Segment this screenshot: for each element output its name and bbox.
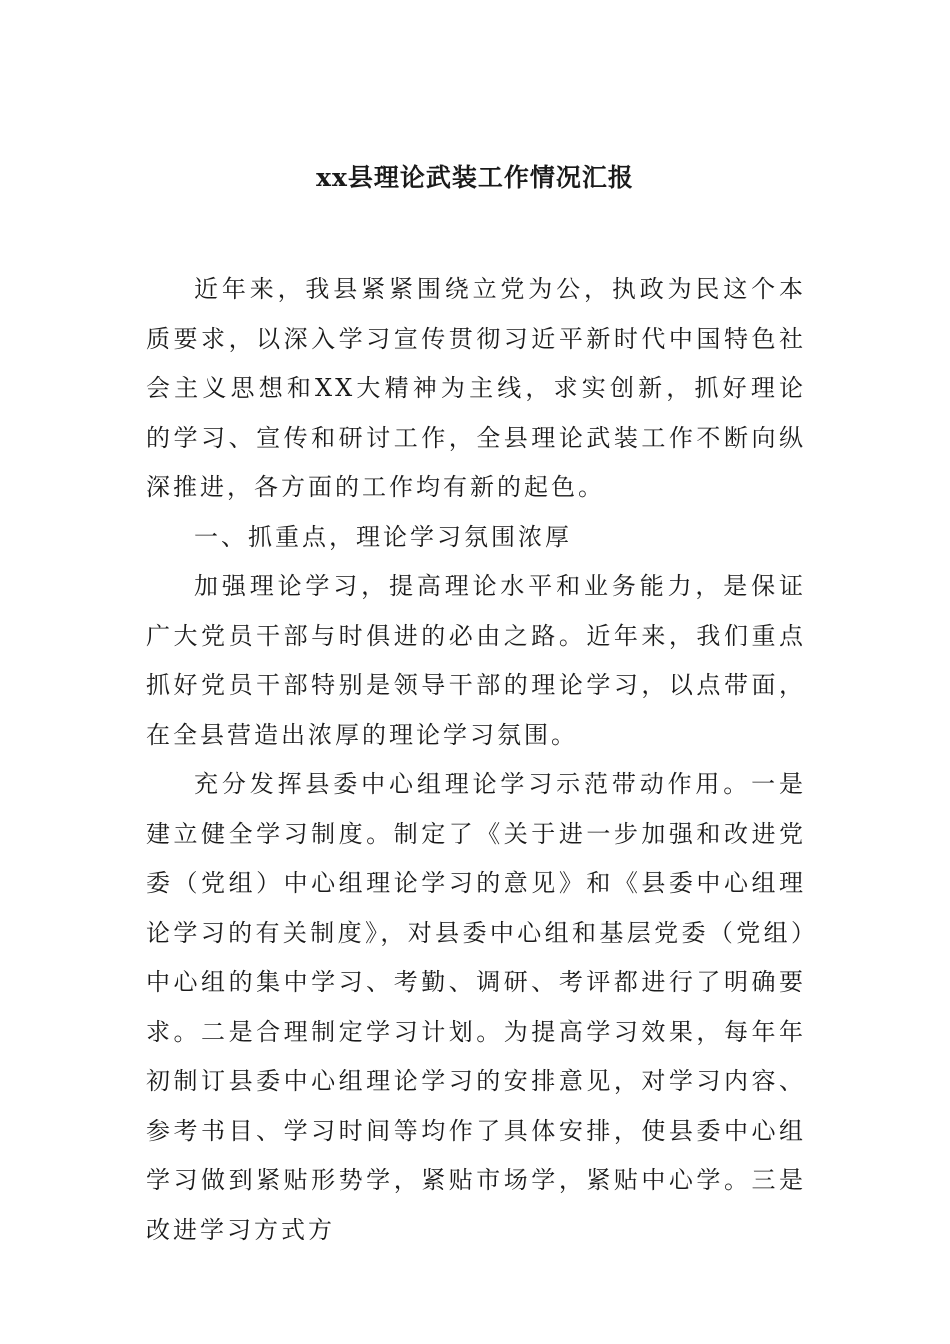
document-title: xx县理论武装工作情况汇报 (316, 163, 634, 192)
paragraph-section-1: 加强理论学习，提高理论水平和业务能力，是保证广大党员干部与时俱进的必由之路。近年来，我们重点抓好党员干部特别是领导干部的理论学习，以点带面，在全县营造出浓厚的理论学习氛围。 (146, 572, 806, 749)
paragraph-section-1-detail: 充分发挥县委中心组理论学习示范带动作用。一是建立健全学习制度。制定了《关于进一步加强和改进党委（党组）中心组理论学习的意见》和《县委中心组理论学习的有关制度》，对县委中心组和基层党委（党组）中心组的集中学习、考勤、调研、考评都进行了明确要求。二是合理制定学习计划。为提高学习效果，每年年初制订县委中心组理论学习的安排意见，对学习内容、参考书目、学习时间等均作了具体安排，使县委中心组学习做到紧贴形势学，紧贴市场学，紧贴中心学。三是改进学习方式方 (146, 770, 806, 1244)
paragraph-intro: 近年来，我县紧紧围绕立党为公，执政为民这个本质要求，以深入学习宣传贯彻习近平新时代中国特色社会主义思想和XX大精神为主线，求实创新，抓好理论的学习、宣传和研讨工作，全县理论武装工作不断向纵深推进，各方面的工作均有新的起色。 (146, 275, 806, 501)
document-body (146, 265, 806, 1255)
section-heading-1: 一、抓重点，理论学习氛围浓厚 (194, 522, 572, 551)
